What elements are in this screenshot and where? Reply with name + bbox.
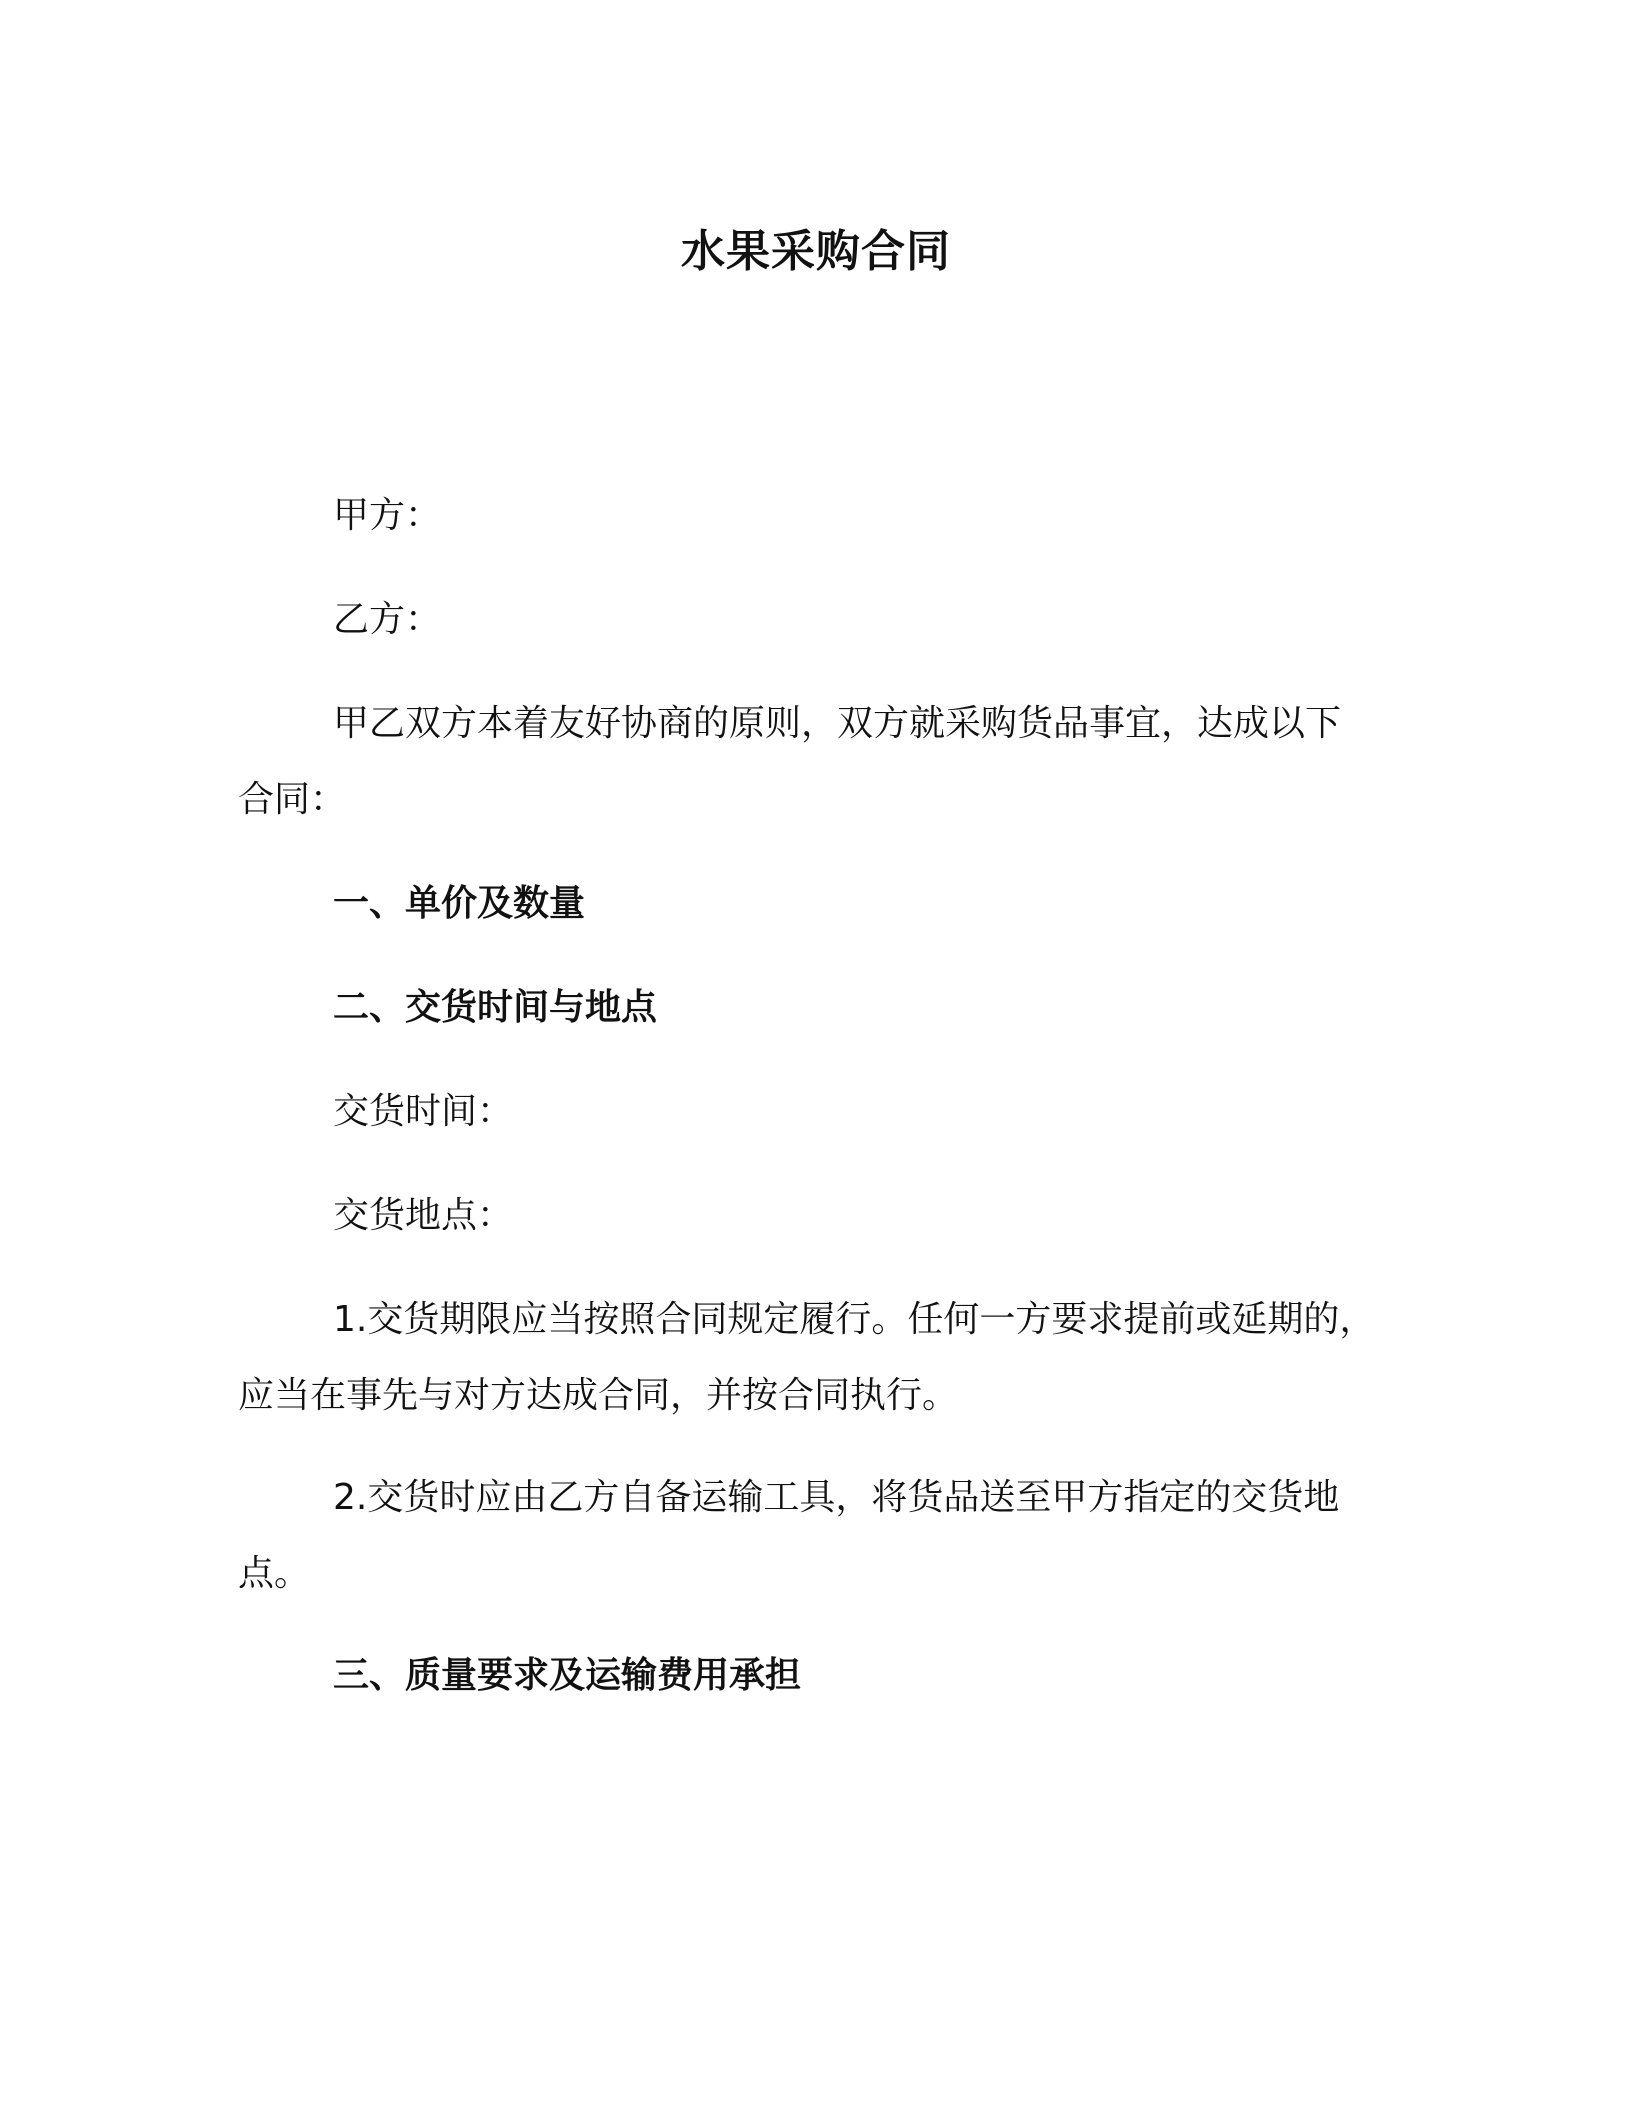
section-heading-price-quantity: 一、单价及数量 [333, 883, 586, 924]
intro-paragraph-line-1: 甲乙双方本着友好协商的原则，双方就采购货品事宜，达成以下 [333, 703, 1342, 744]
delivery-time-label: 交货时间： [333, 1091, 514, 1132]
party-a-label: 甲方： [333, 495, 442, 536]
document-title: 水果采购合同 [681, 226, 951, 277]
section-heading-quality-transport: 三、质量要求及运输费用承担 [333, 1655, 802, 1696]
clause-2-line-2: 点。 [238, 1553, 311, 1594]
delivery-place-label: 交货地点： [333, 1195, 514, 1236]
section-heading-delivery: 二、交货时间与地点 [333, 987, 658, 1028]
intro-paragraph-line-2: 合同： [238, 779, 347, 820]
clause-1-line-1: 1.交货期限应当按照合同规定履行。任何一方要求提前或延期的， [333, 1299, 1376, 1340]
clause-2-line-1: 2.交货时应由乙方自备运输工具，将货品送至甲方指定的交货地 [333, 1477, 1340, 1518]
clause-1-line-2: 应当在事先与对方达成合同，并按合同执行。 [238, 1375, 959, 1416]
party-b-label: 乙方： [333, 599, 442, 640]
